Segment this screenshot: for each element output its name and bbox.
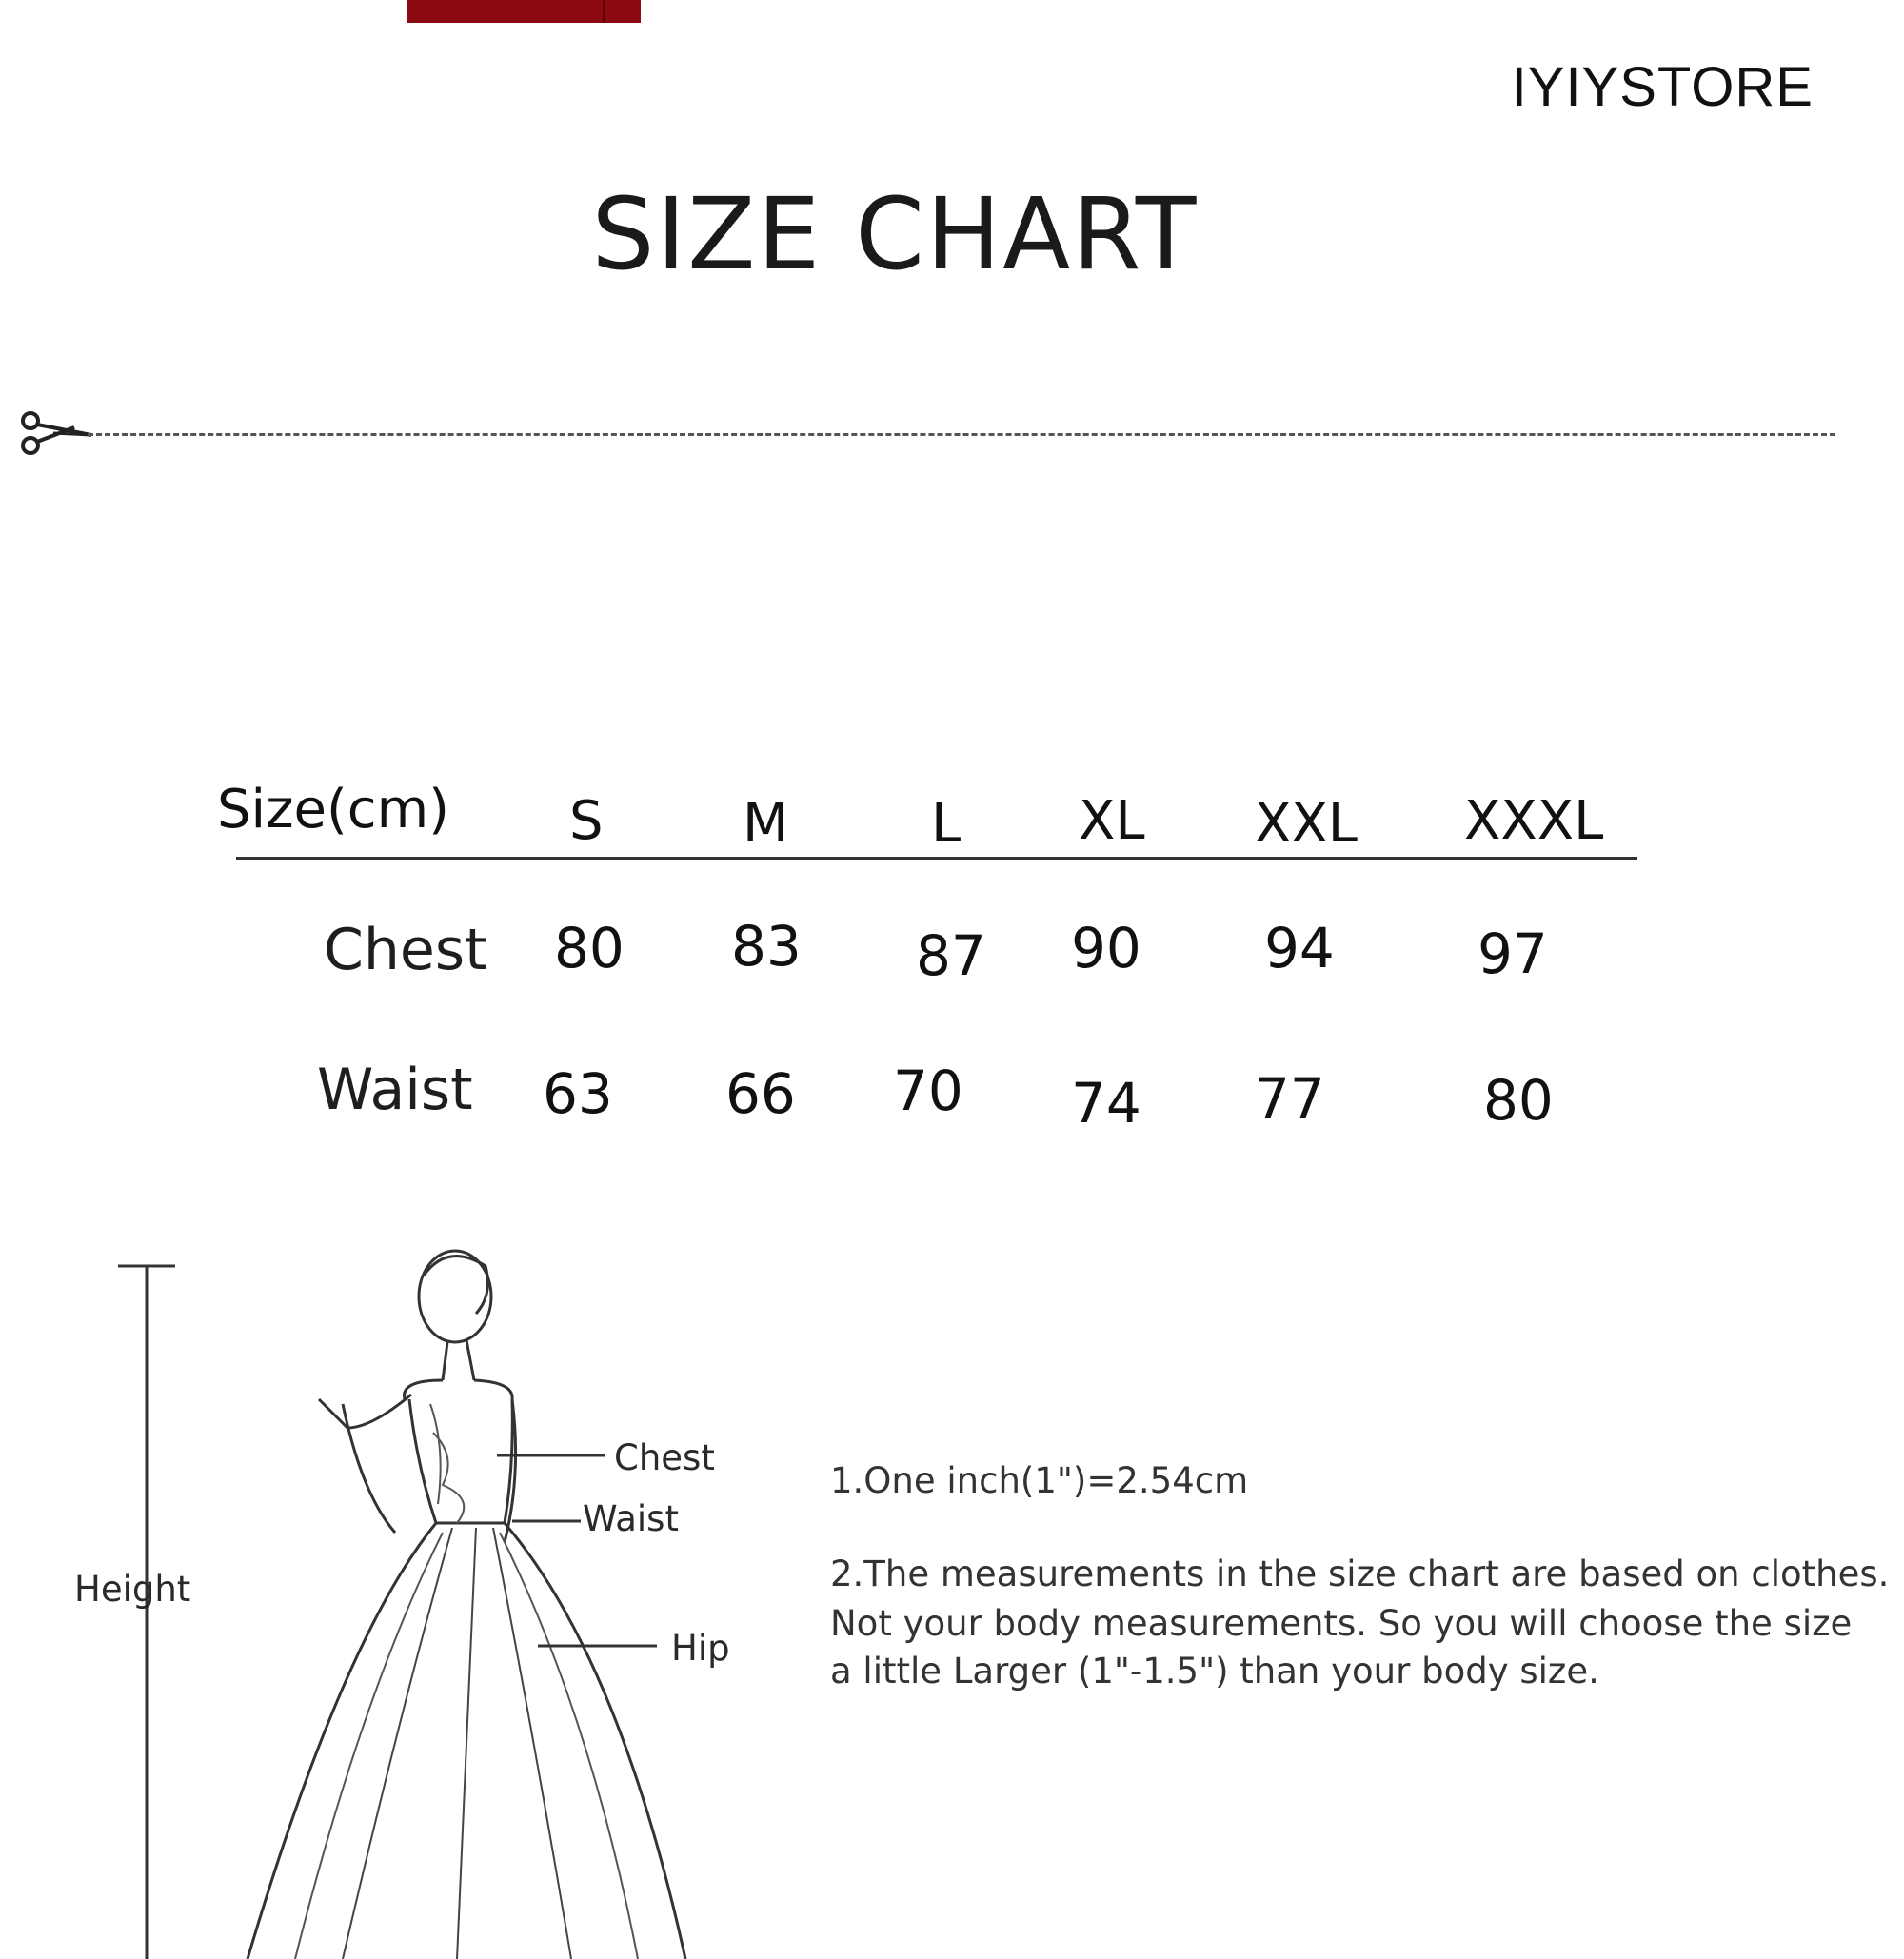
- waist-xxxl: 80: [1483, 1068, 1554, 1133]
- chest-s: 80: [554, 916, 625, 980]
- chest-xxl: 94: [1264, 916, 1335, 980]
- size-header-xxl: XXL: [1255, 793, 1358, 855]
- figure-label-waist: Waist: [583, 1498, 679, 1539]
- row-label-chest: Chest: [324, 917, 487, 983]
- scissors-icon: [17, 405, 93, 462]
- figure-label-height: Height: [74, 1569, 191, 1610]
- waist-l: 70: [893, 1059, 963, 1123]
- chest-xxxl: 97: [1478, 921, 1548, 986]
- chest-m: 83: [731, 914, 802, 979]
- size-header-xxxl: XXXL: [1464, 790, 1604, 852]
- product-image-strip: [407, 0, 641, 23]
- note-measurement-line-3: a little Larger (1"-1.5") than your body size.: [830, 1651, 1599, 1692]
- row-label-waist: Waist: [317, 1057, 473, 1123]
- chest-xl: 90: [1071, 916, 1141, 980]
- brand-name: IYIYSTORE: [1511, 56, 1814, 118]
- waist-m: 66: [725, 1061, 796, 1126]
- note-inch-conversion: 1.One inch(1")=2.54cm: [830, 1460, 1249, 1501]
- waist-xxl: 77: [1255, 1066, 1325, 1131]
- table-corner-label: Size(cm): [217, 779, 449, 841]
- cut-line: [88, 433, 1835, 436]
- size-header-l: L: [931, 793, 962, 855]
- size-header-s: S: [569, 790, 604, 852]
- figure-label-chest: Chest: [614, 1437, 715, 1478]
- page-title: SIZE CHART: [591, 176, 1199, 292]
- note-measurement-line-1: 2.The measurements in the size chart are based on clothes.: [830, 1553, 1890, 1594]
- size-header-m: M: [743, 793, 789, 855]
- waist-s: 63: [543, 1061, 613, 1126]
- table-header-rule: [236, 857, 1637, 860]
- chest-l: 87: [916, 923, 986, 988]
- waist-xl: 74: [1071, 1071, 1141, 1136]
- note-measurement-line-2: Not your body measurements. So you will choose the size: [830, 1603, 1853, 1644]
- size-header-xl: XL: [1079, 790, 1145, 852]
- figure-label-hip: Hip: [671, 1628, 730, 1669]
